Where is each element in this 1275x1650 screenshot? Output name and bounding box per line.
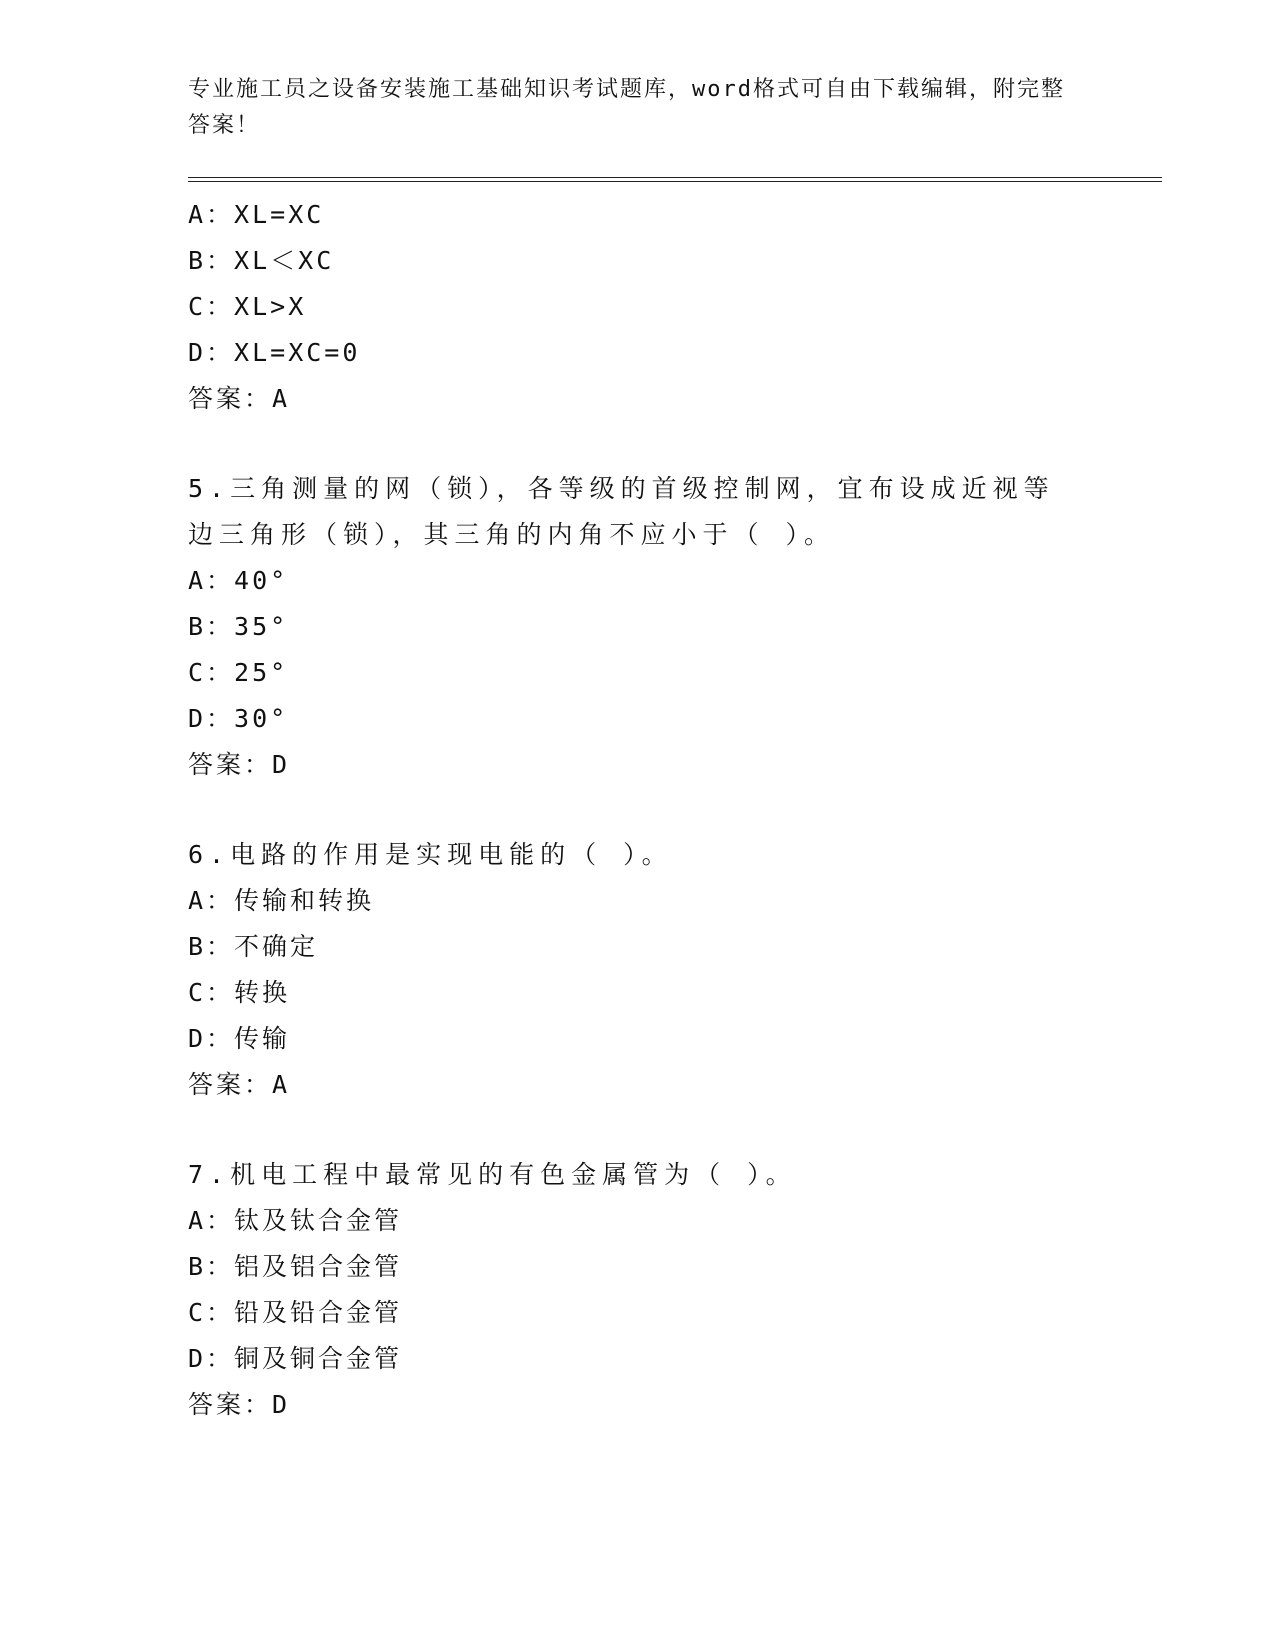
question-stem: 7.机电工程中最常见的有色金属管为（ ）。 [188,1160,797,1189]
carryover-question [188,192,1088,422]
option-c: C：25° [188,658,289,687]
question-7 [188,1152,1088,1428]
option-a: A：40° [188,566,289,595]
option-b: B：不确定 [188,932,319,961]
option-c: C：转换 [188,978,291,1007]
option-b: B：铝及铝合金管 [188,1252,403,1281]
option-c: C：XL>X [188,292,307,321]
question-5 [188,466,1088,788]
answer-line: 答案：A [188,384,291,413]
question-stem: 6.电路的作用是实现电能的（ ）。 [188,840,673,869]
question-6 [188,832,1088,1108]
option-a: A：传输和转换 [188,886,375,915]
document-header: 专业施工员之设备安装施工基础知识考试题库，word格式可自由下载编辑，附完整答案！ [188,77,1065,138]
option-a: A：XL=XC [188,200,325,229]
option-b: B：XL＜XC [188,246,335,275]
question-content [188,192,1088,1428]
option-b: B：35° [188,612,289,641]
option-d: D：传输 [188,1024,291,1053]
header-rule-top [188,177,1162,178]
answer-line: 答案：A [188,1070,291,1099]
option-c: C：铅及铅合金管 [188,1298,403,1327]
header-rule-bottom [188,181,1162,182]
option-a: A：钛及钛合金管 [188,1206,403,1235]
question-stem: 5.三角测量的网（锁），各等级的首级控制网，宜布设成近视等边三角形（锁），其三角的内角不应小于（ ）。 [188,474,1055,549]
answer-line: 答案：D [188,750,291,779]
option-d: D：XL=XC=0 [188,338,361,367]
option-d: D：铜及铜合金管 [188,1344,403,1373]
answer-line: 答案：D [188,1390,291,1419]
option-d: D：30° [188,704,289,733]
